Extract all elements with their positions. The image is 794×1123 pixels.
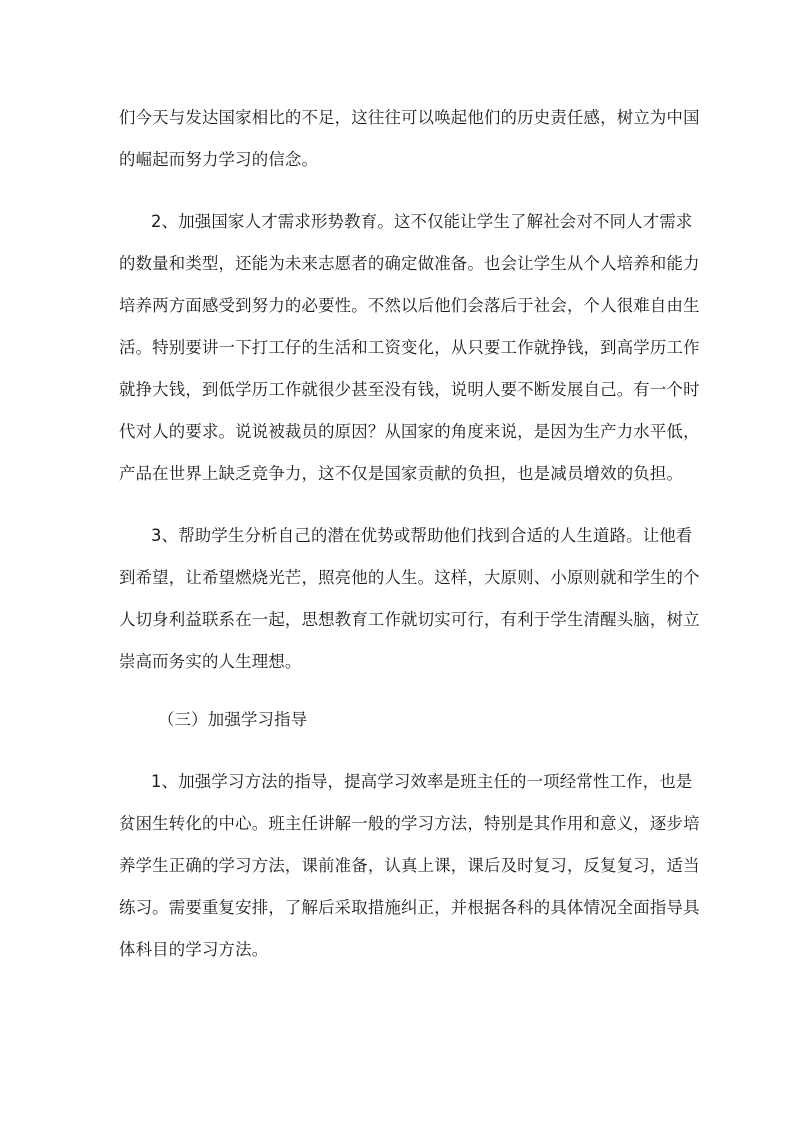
paragraph-line: 练习。需要重复安排，了解后采取措施纠正，并根据各科的具体情况全面指导具: [119, 898, 700, 917]
paragraph-line: 2、加强国家人才需求形势教育。这不仅能让学生了解社会对不同人才需求: [151, 212, 693, 231]
paragraph-line: 崇高而务实的人生理想。: [119, 652, 302, 671]
paragraph-line: 的崛起而努力学习的信念。: [119, 150, 319, 169]
paragraph-line: 培养两方面感受到努力的必要性。不然以后他们会落后于社会，个人很难自由生: [119, 296, 700, 315]
paragraph-line: 体科目的学习方法。: [119, 940, 269, 959]
paragraph-line: 就挣大钱，到低学历工作就很少甚至没有钱，说明人要不断发展自己。有一个时: [119, 380, 700, 399]
paragraph-line: 人切身利益联系在一起，思想教育工作就切实可行，有利于学生清醒头脑，树立: [119, 610, 700, 629]
paragraph-line: 3、帮助学生分析自己的潜在优势或帮助他们找到合适的人生道路。让他看: [151, 526, 693, 545]
paragraph-line: 贫困生转化的中心。班主任讲解一般的学习方法，特别是其作用和意义，逐步培: [119, 814, 700, 833]
paragraph-line: 产品在世界上缺乏竞争力，这不仅是国家贡献的负担，也是减员增效的负担。: [119, 464, 684, 483]
paragraph-line: 养学生正确的学习方法，课前准备，认真上课，课后及时复习，反复复习，适当: [119, 856, 700, 875]
paragraph-line: 1、加强学习方法的指导，提高学习效率是班主任的一项经常性工作，也是: [151, 772, 693, 791]
section-heading: （三）加强学习指导: [158, 710, 308, 729]
paragraph-line: 的数量和类型，还能为未来志愿者的确定做准备。也会让学生从个人培养和能力: [119, 254, 700, 273]
paragraph-line: 们今天与发达国家相比的不足，这往往可以唤起他们的历史责任感，树立为中国: [119, 108, 700, 127]
paragraph-line: 代对人的要求。说说被裁员的原因？从国家的角度来说，是因为生产力水平低，: [119, 422, 700, 441]
paragraph-line: 活。特别要讲一下打工仔的生活和工资变化，从只要工作就挣钱，到高学历工作: [119, 338, 700, 357]
paragraph-line: 到希望，让希望燃烧光芒，照亮他的人生。这样，大原则、小原则就和学生的个: [119, 568, 700, 587]
